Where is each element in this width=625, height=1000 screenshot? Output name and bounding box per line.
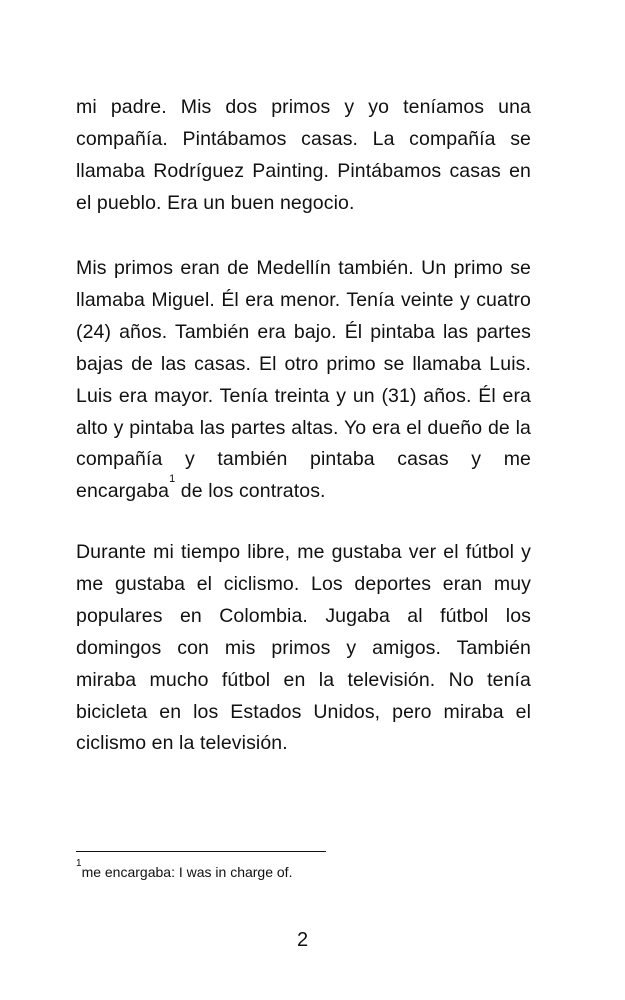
paragraph-text: Durante mi tiempo libre, me gustaba ver el fútbol y me gustaba el ciclismo. Los deportes eran muy populares en Colombia. Jugaba al fútbol los domingos con mis primos y amigos. También miraba mucho fútbol en la televisión. No tenía bicicleta en los Estados Unidos, pero miraba el ciclismo en la televisión. xyxy=(76,541,531,755)
paragraph-text-after-note: de los contratos. xyxy=(175,480,326,503)
footnote-separator xyxy=(76,851,326,852)
paragraph-text-before-note: Mis primos eran de Medellín también. Un primo se llamaba Miguel. Él era menor. Tenía veinte y cuatro (24) años. También era bajo. Él pintaba las partes bajas de las casas. El otro primo se llamaba Luis. Luis era mayor. Tenía treinta y un (31) años. Él era alto y pintaba las partes altas. Yo era el dueño de la compañía y también pintaba casas y me encargaba xyxy=(76,257,531,503)
paragraph-father-company xyxy=(76,92,531,220)
paragraph-text: mi padre. Mis dos primos y yo teníamos una compañía. Pintábamos casas. La compañía se llamaba Rodríguez Painting. Pintábamos casas en el pueblo. Era un buen negocio. xyxy=(76,96,531,214)
footnote-text: me encargaba: I was in charge of. xyxy=(81,864,293,880)
footnote-reference: 1 xyxy=(169,472,176,485)
footnote-number: 1 xyxy=(76,858,82,870)
footnote xyxy=(76,858,531,882)
paragraph-free-time xyxy=(76,537,531,760)
page-number: 2 xyxy=(296,929,309,951)
paragraph-cousins xyxy=(76,253,531,508)
